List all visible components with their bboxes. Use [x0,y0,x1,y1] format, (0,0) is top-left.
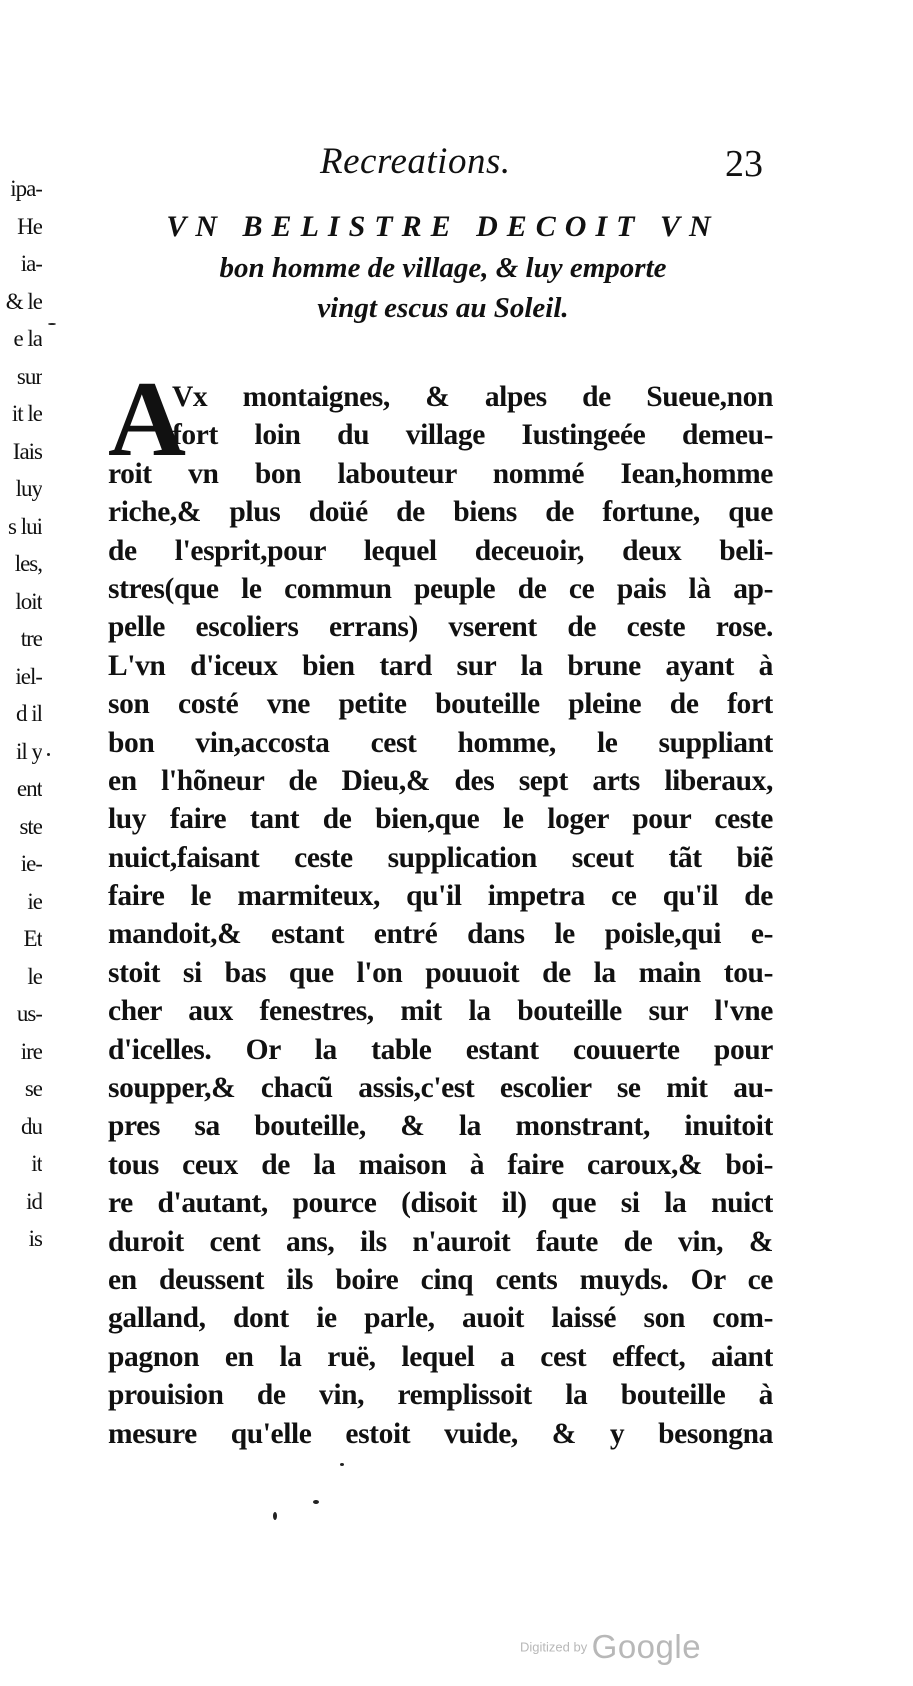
bleed-fragment: is [28,1226,42,1251]
bleed-fragment: ie- [20,851,42,876]
bleed-fragment: loit [15,588,42,614]
bleed-fragment: it [31,1151,42,1176]
bleed-fragment: Iais [12,438,42,464]
body-line: prouision de vin, remplissoit la bouteille à [108,1379,773,1412]
body-line: pres sa bouteille, & la monstrant, inuitoit [108,1110,773,1143]
body-line: stres(que le commun peuple de ce pais là ap- [108,572,773,605]
bleed-fragment: du [21,1113,42,1139]
body-line: faire le marmiteux, qu'il impetra ce qu'il de [108,880,773,913]
bleed-fragment: iel- [15,663,42,689]
digitized-by-google-watermark [520,1628,701,1666]
ink-speck [273,1512,277,1520]
bleed-fragment: tre [20,626,42,651]
bleed-fragment: ia- [20,251,42,276]
ink-speck [340,1463,344,1466]
body-line: luy faire tant de bien,que le loger pour ceste [108,803,773,836]
bleed-fragment: sur [16,363,42,389]
body-line: re d'autant, pource (disoit il) que si la nuict [108,1187,773,1220]
bleed-fragment: He [17,213,42,239]
facing-page-bleed [2,170,52,1258]
body-line: son costé vne petite bouteille pleine de fort [108,688,773,721]
body-line: en deussent ils boire cinq cents muyds. Or ce [108,1263,773,1296]
bleed-fragment: d il [15,701,42,726]
body-line: pelle escoliers errans) vserent de ceste rose. [108,611,773,644]
body-line: en l'hõneur de Dieu,& des sept arts liberaux, [108,764,773,797]
bleed-fragment: luy [15,476,42,501]
watermark-prefix: Digitized by [520,1639,588,1655]
body-line: mandoit,& estant entré dans le poisle,qui e- [108,918,773,951]
bleed-fragment: ie [27,888,42,914]
body-line: nuict,faisant ceste supplication sceut tãt biẽ [108,841,773,874]
body-line: stoit si bas que l'on pouuoit de la main tou- [108,956,773,989]
ink-speck [48,323,56,325]
bleed-fragment: it le [11,401,42,426]
body-line: pagnon en la ruë, lequel a cest effect, aiant [108,1340,773,1373]
body-line: mesure qu'elle estoit vuide, & y besongna [108,1417,773,1450]
body-line: duroit cent ans, ils n'auroit faute de vin, & [108,1225,773,1258]
body-line: tous ceux de la maison à faire caroux,& boi- [108,1148,773,1181]
bleed-fragment: & le [5,288,42,314]
heading-line-1: VN BELISTRE DECOIT VN [166,210,720,243]
bleed-fragment: Et [23,926,42,951]
body-line: soupper,& chacũ assis,c'est escolier se mit au- [108,1072,773,1105]
running-head: Recreations. [320,141,511,182]
body-line: roit vn bon labouteur nommé Iean,homme [108,457,773,490]
heading-line-2: bon homme de village, & luy emporte [219,252,667,284]
body-line: de l'esprit,pour lequel deceuoir, deux beli- [108,534,773,567]
bleed-fragment: us- [16,1001,42,1026]
google-logo: Google [591,1628,702,1665]
bleed-fragment: e la [13,326,42,351]
body-line: Vx montaignes, & alpes de Sueue,non [172,381,773,413]
bleed-fragment: le [27,963,42,989]
body-line: d'icelles. Or la table estant couuerte pour [108,1033,773,1066]
bleed-fragment: ste [19,813,42,839]
body-line: fort loin du village Iustingeée demeu- [172,419,773,452]
ink-speck [47,753,50,756]
body-line: galland, dont ie parle, auoit laissé son com- [108,1302,773,1335]
bleed-fragment: se [24,1076,42,1101]
body-line: riche,& plus doüé de biens de fortune, que [108,496,773,529]
heading-line-3: vingt escus au Soleil. [317,292,569,324]
bleed-fragment: ire [20,1038,42,1064]
drop-cap: A [108,360,186,479]
body-line: cher aux fenestres, mit la bouteille sur l'vne [108,995,773,1028]
bleed-fragment: s lui [8,513,42,539]
chapter-heading [118,210,768,328]
body-text [108,360,773,1453]
page-number: 23 [725,143,763,185]
ink-speck [313,1500,319,1504]
bleed-fragment: ent [16,776,42,801]
bleed-fragment: ipa- [10,176,42,201]
bleed-fragment: id [26,1188,42,1214]
body-line: L'vn d'iceux bien tard sur la brune ayant à [108,649,773,682]
body-line: bon vin,accosta cest homme, le suppliant [108,726,773,759]
bleed-fragment: les, [14,551,42,576]
bleed-fragment: il y [15,738,42,764]
